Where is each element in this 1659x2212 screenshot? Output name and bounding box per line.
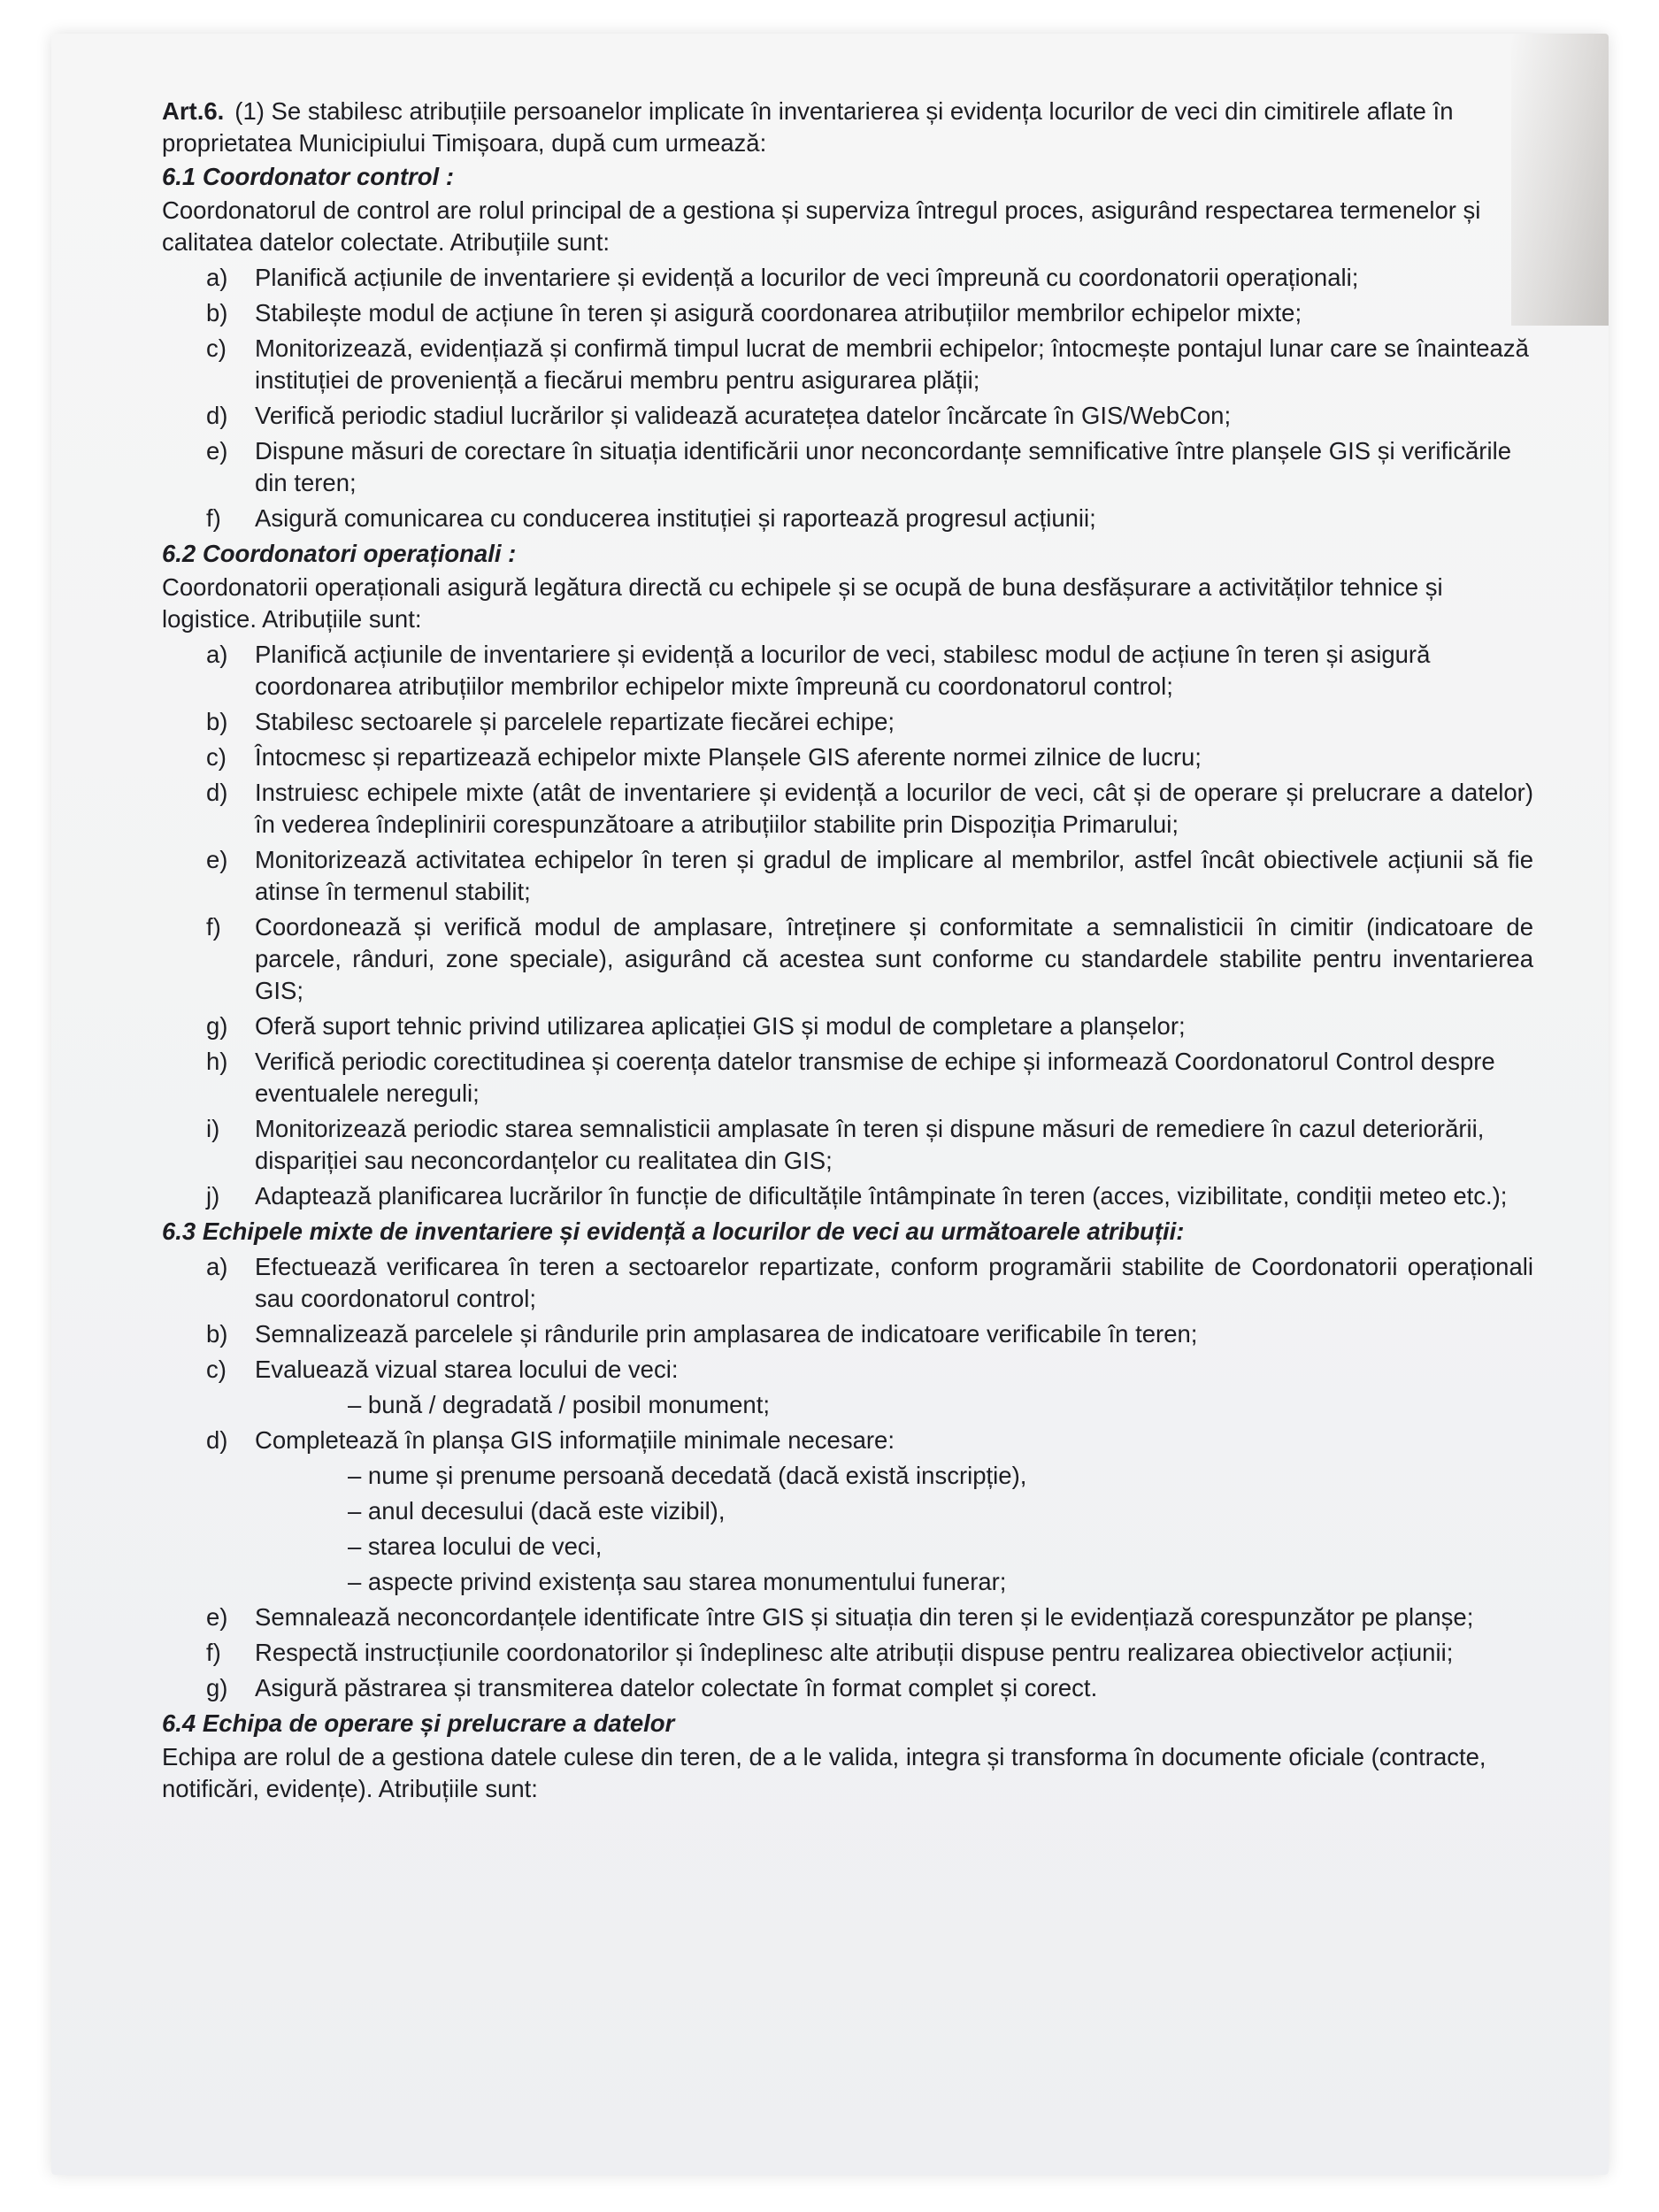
item-text: Monitorizează periodic starea semnalisticii amplasate în teren și dispune măsuri de remediere în cazul deteriorării, dispariției sau neconcordanțelor cu realitatea din GIS; bbox=[255, 1115, 1485, 1174]
item-letter: j) bbox=[206, 1182, 220, 1210]
item-letter: e) bbox=[206, 437, 228, 465]
item-letter: e) bbox=[206, 846, 228, 873]
paper-sheet bbox=[51, 34, 1609, 2175]
list-item bbox=[162, 844, 1533, 908]
list-item bbox=[162, 639, 1533, 703]
item-text: Verifică periodic corectitudinea și coerența datelor transmise de echipe și informează Coordonatorul Control despre eventualele nereguli; bbox=[255, 1048, 1495, 1107]
section-6-2-intro: Coordonatorii operaționali asigură legătura directă cu echipele și se ocupă de buna desfășurare a activităților tehnice și logistice. Atribuțiile sunt: bbox=[162, 573, 1443, 633]
item-letter: i) bbox=[206, 1115, 220, 1142]
item-text: Semnalizează parcelele și rândurile prin amplasarea de indicatoare verificabile în teren; bbox=[255, 1320, 1198, 1348]
item-text: Verifică periodic stadiul lucrărilor și validează acuratețea datelor încărcate în GIS/WebCon; bbox=[255, 402, 1232, 429]
item-text: Semnalează neconcordanțele identificate între GIS și situația din teren și le evidențiază corespunzător pe planșe; bbox=[255, 1603, 1474, 1631]
item-text: Monitorizează activitatea echipelor în teren și gradul de implicare al membrilor, astfel încât obiectivele acțiunii să fie atinse în termenul stabilit; bbox=[255, 846, 1533, 905]
list-item bbox=[162, 1113, 1533, 1177]
list-item bbox=[162, 1637, 1533, 1669]
section-6-3-title: 6.3 Echipele mixte de inventariere și evidență a locurilor de veci au următoarele atribuții: bbox=[162, 1217, 1185, 1245]
document-body bbox=[162, 96, 1533, 1805]
list-item bbox=[162, 333, 1533, 396]
list-item bbox=[162, 1251, 1533, 1315]
item-text: Planifică acțiunile de inventariere și evidență a locurilor de veci împreună cu coordonatorii operaționali; bbox=[255, 264, 1359, 291]
section-6-1-list bbox=[162, 262, 1533, 534]
item-letter: e) bbox=[206, 1603, 228, 1631]
list-item bbox=[162, 503, 1533, 534]
item-text: Monitorizează, evidențiază și confirmă timpul lucrat de membrii echipelor; întocmește pontajul lunar care se înaintează instituției de proveniență a fiecărui membru pentru asigurarea plății; bbox=[255, 334, 1529, 394]
item-letter: a) bbox=[206, 641, 228, 668]
item-text: Completează în planșa GIS informațiile minimale necesare: bbox=[255, 1426, 895, 1454]
sub-list bbox=[255, 1389, 1533, 1421]
item-text: Efectuează verificarea în teren a sectoarelor repartizate, conform programării stabilite de Coordonatorii operaționali sau coordonatorul control; bbox=[255, 1253, 1533, 1312]
item-text: Adaptează planificarea lucrărilor în funcție de dificultățile întâmpinate în teren (acces, vizibilitate, condiții meteo etc.); bbox=[255, 1182, 1508, 1210]
item-text: Instruiesc echipele mixte (atât de inventariere și evidență a locurilor de veci, cât și de operare și prelucrare a datelor) în vederea îndeplinirii corespunzătoare a atribuțiilor stabilite prin Dispoziția Primarului; bbox=[255, 779, 1533, 838]
item-letter: f) bbox=[206, 913, 221, 941]
section-6-3-list bbox=[162, 1251, 1533, 1704]
section-6-2-list bbox=[162, 639, 1533, 1212]
list-item bbox=[162, 400, 1533, 432]
item-text: Asigură comunicarea cu conducerea instituției și raportează progresul acțiunii; bbox=[255, 504, 1096, 532]
item-text: Oferă suport tehnic privind utilizarea aplicației GIS și modul de completare a planșelor; bbox=[255, 1012, 1186, 1040]
section-6-4-intro: Echipa are rolul de a gestiona datele culese din teren, de a le valida, integra și transforma în documente oficiale (contracte, notificări, evidențe). Atribuțiile sunt: bbox=[162, 1743, 1486, 1802]
list-item bbox=[162, 435, 1533, 499]
item-letter: a) bbox=[206, 264, 228, 291]
list-item bbox=[162, 1046, 1533, 1110]
item-letter: b) bbox=[206, 708, 228, 735]
list-item bbox=[162, 777, 1533, 841]
item-letter: b) bbox=[206, 1320, 228, 1348]
section-6-1-intro: Coordonatorul de control are rolul principal de a gestiona și superviza întregul proces, asigurând respectarea termenelor și calitatea datelor colectate. Atribuțiile sunt: bbox=[162, 196, 1481, 256]
item-text: Respectă instrucțiunile coordonatorilor și îndeplinesc alte atribuții dispuse pentru realizarea obiectivelor acțiunii; bbox=[255, 1639, 1454, 1666]
item-letter: c) bbox=[206, 743, 227, 771]
article-text: (1) Se stabilesc atribuțiile persoanelor implicate în inventarierea și evidența locurilor de veci din cimitirele aflate în proprietatea Municipiului Timișoara, după cum urmează: bbox=[162, 97, 1454, 157]
sub-list-item: – starea locului de veci, bbox=[348, 1532, 603, 1560]
item-letter: d) bbox=[206, 1426, 228, 1454]
item-letter: c) bbox=[206, 1356, 227, 1383]
item-text: Stabilesc sectoarele și parcelele repartizate fiecărei echipe; bbox=[255, 708, 895, 735]
item-letter: f) bbox=[206, 1639, 221, 1666]
section-6-1-title: 6.1 Coordonator control : bbox=[162, 163, 454, 190]
item-letter: g) bbox=[206, 1674, 228, 1701]
list-item bbox=[162, 1318, 1533, 1350]
item-text: Dispune măsuri de corectare în situația identificării unor neconcordanțe semnificative între planșele GIS și verificările din teren; bbox=[255, 437, 1511, 496]
list-item bbox=[162, 1180, 1533, 1212]
item-text: Stabilește modul de acțiune în teren și asigură coordonarea atribuțiilor membrilor echipelor mixte; bbox=[255, 299, 1302, 326]
sub-list-item: – anul decesului (dacă este vizibil), bbox=[348, 1497, 726, 1525]
list-item bbox=[162, 1354, 1533, 1421]
list-item bbox=[162, 911, 1533, 1007]
list-item bbox=[162, 297, 1533, 329]
article-label: Art.6. bbox=[162, 97, 225, 125]
item-text: Asigură păstrarea și transmiterea datelor colectate în format complet și corect. bbox=[255, 1674, 1098, 1701]
list-item bbox=[162, 706, 1533, 738]
sub-list-item: – bună / degradată / posibil monument; bbox=[348, 1391, 770, 1418]
sub-list bbox=[255, 1460, 1533, 1598]
item-letter: g) bbox=[206, 1012, 228, 1040]
list-item bbox=[162, 1601, 1533, 1633]
item-letter: a) bbox=[206, 1253, 228, 1280]
section-6-2-title: 6.2 Coordonatori operaționali : bbox=[162, 540, 517, 567]
item-text: Evaluează vizual starea locului de veci: bbox=[255, 1356, 679, 1383]
sub-list-item: – aspecte privind existența sau starea monumentului funerar; bbox=[348, 1568, 1007, 1595]
item-text: Întocmesc și repartizează echipelor mixte Planșele GIS aferente normei zilnice de lucru; bbox=[255, 743, 1202, 771]
item-letter: b) bbox=[206, 299, 228, 326]
list-item bbox=[162, 1010, 1533, 1042]
article-heading bbox=[162, 96, 1533, 159]
item-letter: d) bbox=[206, 402, 228, 429]
list-item bbox=[162, 741, 1533, 773]
item-letter: h) bbox=[206, 1048, 228, 1075]
item-text: Planifică acțiunile de inventariere și evidență a locurilor de veci, stabilesc modul de acțiune în teren și asigură coordonarea atribuțiilor membrilor echipelor mixte împreună cu coordonatorul control; bbox=[255, 641, 1431, 700]
section-6-4-title: 6.4 Echipa de operare și prelucrare a datelor bbox=[162, 1709, 675, 1737]
list-item bbox=[162, 1425, 1533, 1598]
item-letter: c) bbox=[206, 334, 227, 362]
list-item bbox=[162, 262, 1533, 294]
list-item bbox=[162, 1672, 1533, 1704]
sub-list-item: – nume și prenume persoană decedată (dacă există inscripție), bbox=[348, 1462, 1027, 1489]
item-text: Coordonează și verifică modul de amplasare, întreținere și conformitate a semnalisticii în cimitir (indicatoare de parcele, rânduri, zone speciale), asigurând că acestea sunt conforme cu standardele stabilite pentru inventarierea GIS; bbox=[255, 913, 1533, 1004]
item-letter: f) bbox=[206, 504, 221, 532]
item-letter: d) bbox=[206, 779, 228, 806]
